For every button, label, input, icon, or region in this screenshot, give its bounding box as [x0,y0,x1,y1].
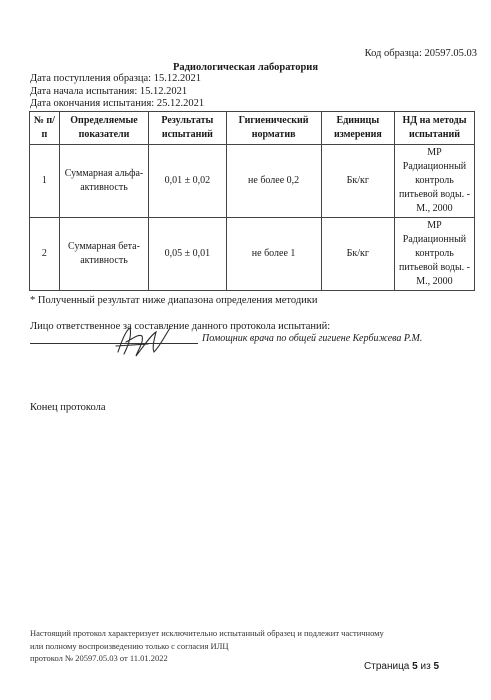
page-current: 5 [412,661,418,672]
sample-code: Код образца: 20597.05.03 [364,48,477,59]
table-row [30,145,475,218]
protocol-end: Конец протокола [30,402,106,413]
handwritten-signature [108,322,178,360]
cell-result: 0,05 ± 0,01 [149,218,226,291]
lab-title: Радиологическая лаборатория [172,62,319,73]
page-number [364,661,439,672]
footnote: * Полученный результат ниже диапазона определения методики [30,295,318,306]
header-indicator: Определяемые показатели [59,112,149,145]
disclaimer-line: Настоящий протокол характеризует исключительно испытанный образец и подлежит частичному [30,628,384,638]
dates-block [30,73,204,111]
header-unit: Единицы измерения [321,112,394,145]
responsible-label: Лицо ответственное за составление данного протокола испытаний: [30,321,331,332]
cell-indicator: Суммарная альфа-активность [59,145,149,218]
responsible-position-name: Помощник врача по общей гигиене Кербижева Р.М. [202,333,423,344]
cell-unit: Бк/кг [321,218,394,291]
cell-norm: не более 1 [226,218,321,291]
table-header-row [30,112,475,145]
protocol-number: протокол № 20597.05.03 от 11.01.2022 [30,653,168,663]
cell-method: МР Радиационный контроль питьевой воды. - М., 2000 [394,145,474,218]
page-prefix: Страница [364,661,410,672]
cell-unit: Бк/кг [321,145,394,218]
header-norm: Гигиенический норматив [226,112,321,145]
date-test-start: Дата начала испытания: 15.12.2021 [30,85,188,97]
cell-norm: не более 0,2 [226,145,321,218]
cell-result: 0,01 ± 0,02 [149,145,226,218]
header-method: НД на методы испытаний [394,112,474,145]
date-test-end: Дата окончания испытания: 25.12.2021 [30,98,205,109]
results-table [29,111,475,291]
cell-indicator: Суммарная бета-активность [59,218,149,291]
table-row [30,218,475,291]
disclaimer-line: или полному воспроизведению только с согласия ИЛЦ [30,640,229,651]
header-number: № п/п [30,112,60,145]
cell-method: МР Радиационный контроль питьевой воды. - М., 2000 [394,218,474,291]
cell-number: 2 [30,218,60,291]
header-result: Результаты испытаний [149,112,226,145]
page-total: 5 [433,661,439,672]
page-separator: из [420,661,431,672]
cell-number: 1 [30,145,60,218]
disclaimer [30,627,384,665]
date-received: Дата поступления образца: 15.12.2021 [30,73,201,84]
